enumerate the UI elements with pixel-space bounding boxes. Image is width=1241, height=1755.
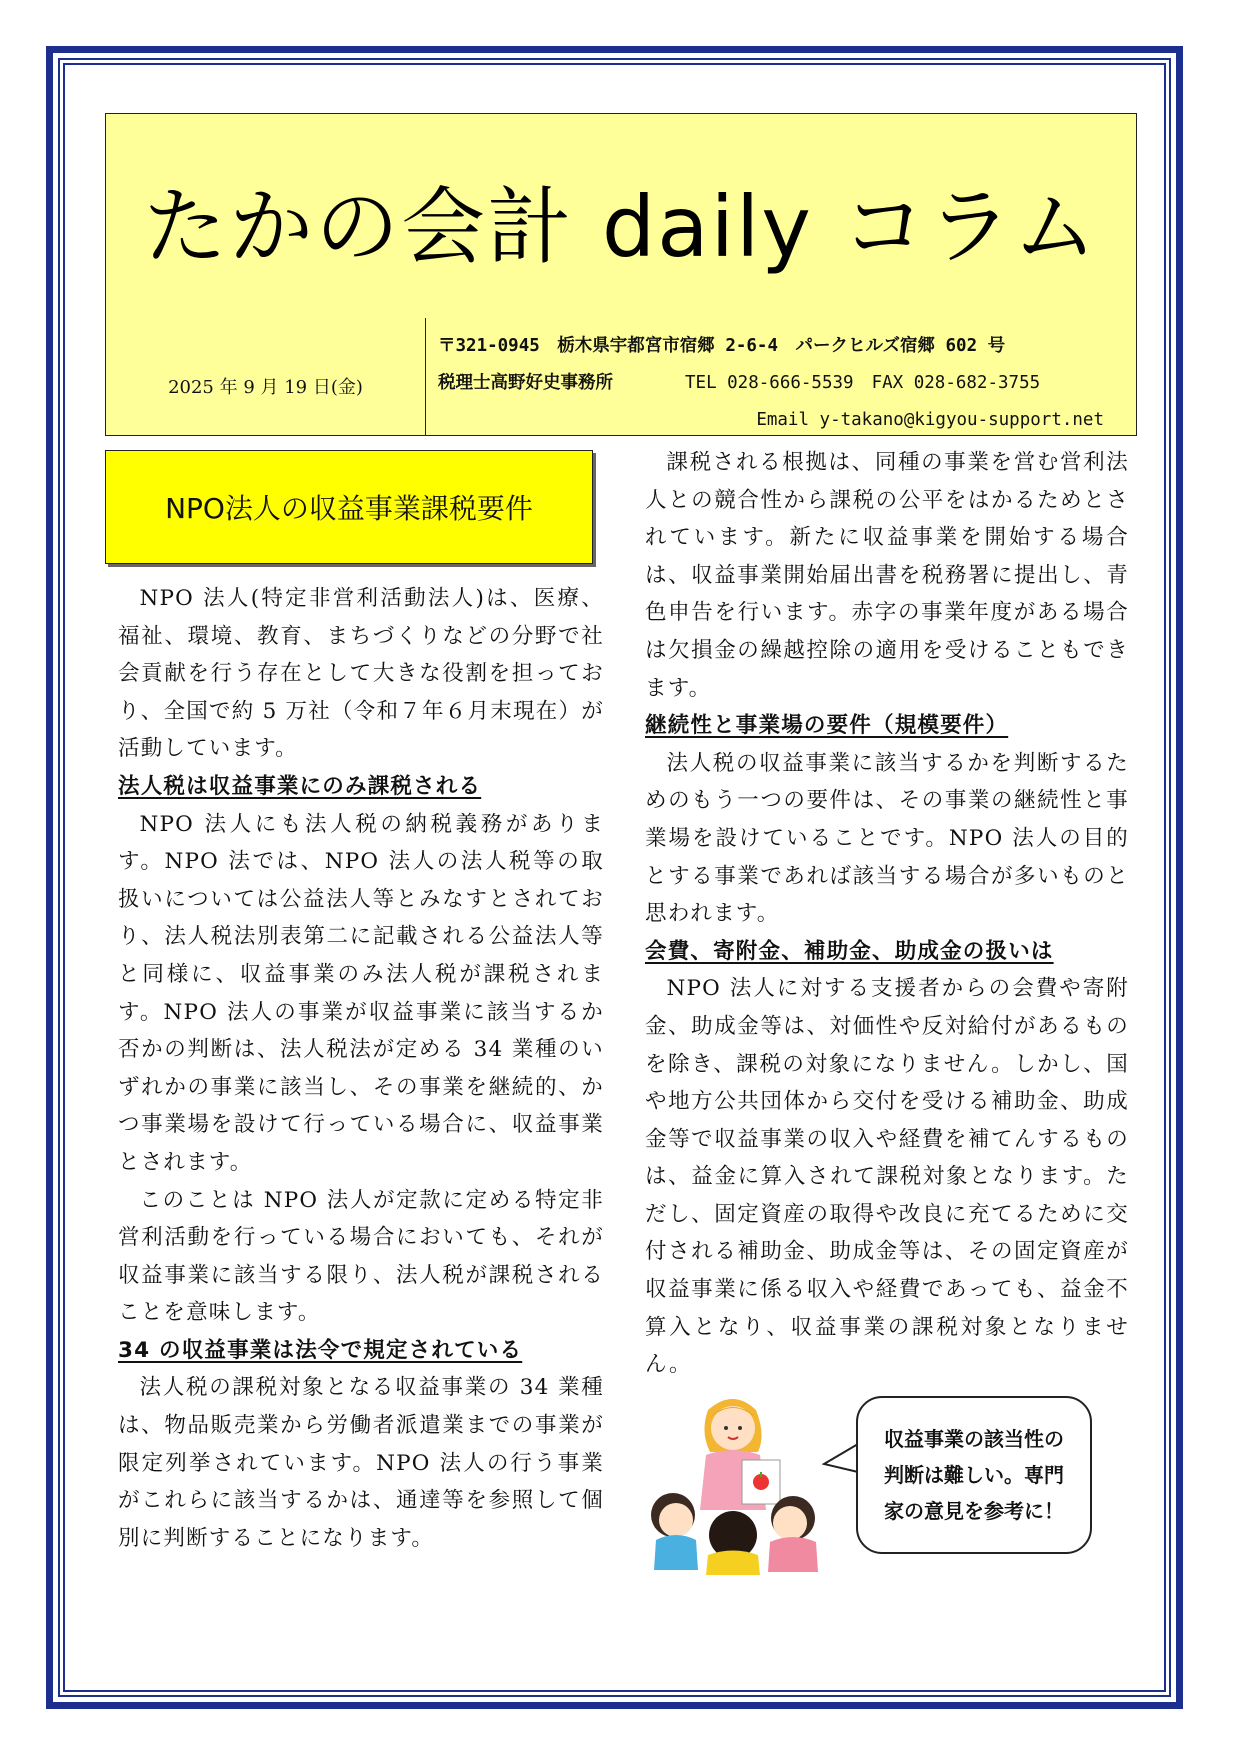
article-title: NPO法人の収益事業課税要件 bbox=[165, 492, 533, 525]
page-title: たかの会計 daily コラム bbox=[143, 177, 1099, 276]
right-column bbox=[645, 444, 1129, 1384]
paragraph: 法人税の収益事業に該当するかを判断するためのもう一つの要件は、その事業の継続性と事業場を設けていることです。NPO 法人の目的とする事業であれば該当する場合が多いものと思われます。 bbox=[645, 750, 1129, 927]
intro-paragraph: NPO 法人(特定非営利活動法人)は、医療、福祉、環境、教育、まちづくりなどの分野で社会貢献を行う存在として大きな役割を担っており、全国で約 5 万社（令和７年６月末現在）が活動しています。 bbox=[118, 586, 604, 762]
paragraph: 法人税の課税対象となる収益事業の 34 業種は、物品販売業から労働者派遣業までの事業が限定列挙されています。NPO 法人の行う事業がこれらに該当するかは、通達等を参照して個別に判断することになります。 bbox=[118, 1375, 604, 1551]
info-row bbox=[105, 318, 1137, 436]
left-column bbox=[118, 580, 604, 1557]
bubble-line: 判断は難しい。専門 bbox=[884, 1463, 1064, 1487]
paragraph: NPO 法人に対する支援者からの会費や寄附金、助成金等は、対価性や反対給付があるものを除き、課税の対象になりません。しかし、国や地方公共団体から交付を受ける補助金、助成金等で収益事業の収入や経費を補てんするものは、益金に算入されて課税対象となります。ただし、固定資産の取得や改良に充てるために交付される補助金、助成金等は、その固定資産が収益事業に係る収入や経費であっても、益金不算入となり、収益事業の課税対象となりません。 bbox=[645, 976, 1129, 1378]
tel: TEL 028-666-5539 bbox=[685, 373, 854, 393]
fax: FAX 028-682-3755 bbox=[871, 373, 1041, 393]
address: 〒321-0945 栃木県宇都宮市宿郷 2-6-4 パークヒルズ宿郷 602 号 bbox=[438, 336, 1006, 356]
paragraph: NPO 法人にも法人税の納税義務があります。NPO 法では、NPO 法人の法人税等の取扱いについては公益法人等とみなすとされており、法人税法別表第二に記載される公益法人等と同様に、収益事業のみ法人税が課税されます。NPO 法人の事業が収益事業に該当するか否かの判断は、法人税法が定める 34 業種のいずれかの事業に該当し、その事業を継続的、かつ事業場を設けて行っている場合に、収益事業とされます。 bbox=[118, 811, 604, 1175]
speech-bubble bbox=[856, 1396, 1092, 1554]
bubble-line: 収益事業の該当性の bbox=[884, 1427, 1064, 1451]
teacher-children-illustration bbox=[648, 1390, 828, 1575]
article-title-box bbox=[105, 450, 593, 564]
issue-date: 2025 年 9 月 19 日(金) bbox=[106, 318, 426, 435]
section-heading: 継続性と事業場の要件（規模要件） bbox=[645, 713, 1009, 739]
section-heading: 法人税は収益事業にのみ課税される bbox=[118, 773, 482, 799]
section-heading: 会費、寄附金、補助金、助成金の扱いは bbox=[645, 938, 1054, 964]
title-banner bbox=[105, 113, 1137, 319]
office-name: 税理士高野好史事務所 bbox=[438, 373, 613, 393]
paragraph: このことは NPO 法人が定款に定める特定非営利活動を行っている場合においても、それが収益事業に該当する限り、法人税が課税されることを意味します。 bbox=[118, 1187, 604, 1326]
paragraph: 課税される根拠は、同種の事業を営む営利法人との競合性から課税の公平をはかるためとされています。新たに収益事業を開始する場合は、収益事業開始届出書を税務署に提出し、青色申告を行います。赤字の事業年度がある場合は欠損金の繰越控除の適用を受けることもできます。 bbox=[645, 450, 1129, 701]
email: Email y-takano@kigyou-support.net bbox=[756, 410, 1104, 430]
bubble-line: 家の意見を参考に！ bbox=[884, 1499, 1064, 1523]
section-heading: 34 の収益事業は法令で規定されている bbox=[118, 1337, 523, 1363]
contact-block bbox=[426, 318, 1136, 435]
